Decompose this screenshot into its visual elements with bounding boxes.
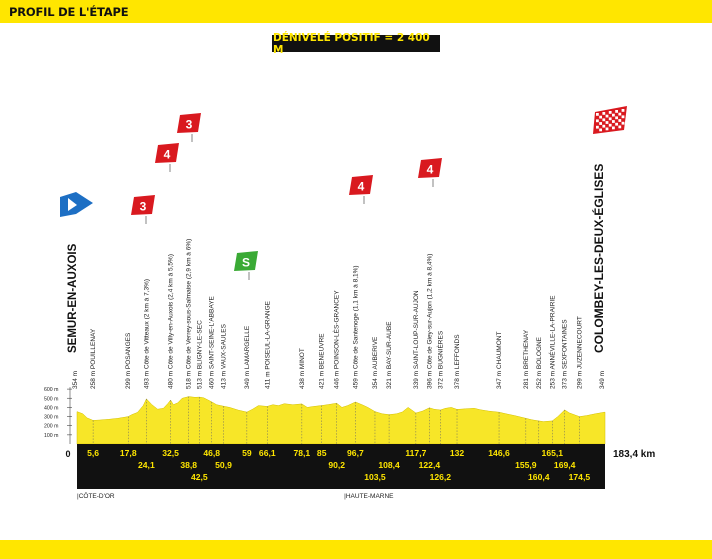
start-flag-icon — [60, 192, 93, 217]
point-label: 354 m AUBERIVE — [371, 336, 379, 389]
point-label: 413 m VAUX-SAULES — [220, 324, 228, 389]
finish-flag-check — [606, 115, 609, 118]
point-label: 518 m Côte de Verrey-sous-Salmaise (2,9 km à 6%) — [185, 238, 193, 389]
point-label: 411 m POISEUL-LA-GRANGE — [264, 300, 272, 389]
footer-band — [0, 540, 712, 559]
y-tick-label: 300 m — [44, 414, 59, 421]
point-label: 480 m Côte de Villy-en-Auxois (2,4 km à 5,5%) — [167, 254, 175, 389]
km-marker-label: 42,5 — [190, 472, 208, 482]
point-label: 378 m LEFFONDS — [454, 334, 462, 389]
finish-km-label: 183,4 km — [613, 449, 656, 460]
finish-flag-check — [622, 109, 625, 112]
km-marker-label: 132 — [449, 448, 465, 458]
point-label: 372 m BUGNIÈRES — [437, 330, 445, 389]
y-tick-label: 400 m — [44, 405, 59, 412]
finish-flag-check — [618, 119, 621, 122]
finish-flag-check — [599, 122, 602, 125]
point-label: 281 m BRETHENAY — [522, 329, 530, 389]
finish-flag-check — [615, 116, 618, 119]
climb-category-label: 3 — [139, 199, 147, 214]
km-marker-label: 38,8 — [180, 460, 198, 470]
km-marker-label: 90,2 — [328, 460, 346, 470]
finish-flag-check — [596, 119, 599, 122]
finish-flag-check — [599, 129, 602, 132]
start-name-label: SEMUR-EN-AUXOIS — [67, 243, 79, 353]
km-marker-label: 46,8 — [203, 448, 221, 458]
climb-category-label: 3 — [185, 117, 193, 132]
finish-flag-check — [622, 122, 625, 125]
km-marker-label: 146,6 — [488, 448, 510, 458]
km-marker-label: 122,4 — [418, 460, 441, 470]
point-label: 459 m Côte de Santenoge (1,1 km à 8,1%) — [352, 265, 360, 389]
km-marker-label: 108,4 — [378, 460, 400, 470]
start-alt-label: 354 m — [72, 370, 79, 389]
finish-flag-check — [612, 114, 615, 117]
finish-flag-check — [612, 120, 615, 123]
finish-name-label: COLOMBEY-LES-DEUX-ÉGLISES — [592, 163, 606, 353]
climb-category-label: 4 — [357, 179, 365, 194]
start-km-label: 0 — [65, 449, 71, 459]
sprint-badge-label: S — [241, 255, 251, 270]
finish-flag-check — [612, 127, 615, 130]
point-label: 252 m BOLOGNE — [535, 336, 543, 389]
y-tick-label: 500 m — [44, 396, 59, 403]
point-label: 253 m ANNÉVILLE-LA-PRAIRIE — [549, 295, 557, 389]
km-marker-label: 96,7 — [347, 448, 364, 458]
km-marker-label: 126,2 — [429, 472, 452, 482]
page-title: PROFIL DE L'ÉTAPE — [9, 5, 129, 19]
km-marker-label: 85 — [316, 448, 327, 458]
y-tick-label: 100 m — [44, 432, 59, 439]
finish-flag-check — [602, 112, 605, 115]
point-label: 460 m SAINT-SEINE-L'ABBAYE — [208, 296, 216, 389]
point-label: 513 m BLIGNY-LE-SEC — [196, 320, 204, 389]
region-label: |CÔTE-D'OR — [77, 493, 115, 500]
km-marker-label: 174,5 — [568, 472, 591, 482]
km-marker-label: 59 — [242, 448, 252, 458]
km-marker-label: 117,7 — [405, 448, 427, 458]
finish-flag-check — [609, 124, 612, 127]
point-label: 347 m CHAUMONT — [496, 331, 504, 389]
finish-flag-check — [606, 128, 609, 131]
km-marker-label: 17,8 — [119, 448, 137, 458]
finish-flag-check — [618, 126, 621, 129]
finish-flag-check — [602, 118, 605, 121]
point-label: 493 m Côte de Vitteaux (2 km à 7,3%) — [143, 278, 151, 389]
finish-flag-check — [615, 110, 618, 113]
km-marker-label: 50,9 — [215, 460, 232, 470]
finish-flag-check — [618, 113, 621, 116]
km-marker-label: 32,5 — [162, 448, 179, 458]
finish-flag-check — [596, 126, 599, 129]
finish-flag-check — [596, 113, 599, 116]
point-label: 421 m BENEUVRE — [318, 333, 326, 389]
point-label: 321 m BAY-SUR-AUBE — [386, 321, 394, 389]
finish-flag-check — [609, 111, 612, 114]
elevation-gain-label: DÉNIVELÉ POSITIF = 2 400 M — [273, 31, 430, 56]
badges-layer — [60, 106, 627, 280]
point-label: 299 m POSANGES — [125, 332, 133, 389]
km-marker-label: 169,4 — [553, 460, 576, 470]
finish-flag-check — [606, 121, 609, 124]
km-marker-label: 103,5 — [364, 472, 386, 482]
finish-flag-check — [615, 123, 618, 126]
km-marker-label: 5,6 — [87, 448, 100, 458]
km-bar-layer — [65, 444, 655, 500]
climb-category-label: 4 — [163, 147, 171, 162]
km-marker-label: 160,4 — [528, 472, 550, 482]
y-tick-label: 200 m — [44, 423, 59, 430]
point-label: 258 m POUILLENAY — [90, 328, 98, 389]
km-marker-label: 78,1 — [293, 448, 311, 458]
finish-flag-check — [599, 116, 602, 119]
finish-flag-check — [609, 117, 612, 120]
point-label: 349 m LAMARGELLE — [243, 325, 251, 389]
finish-flag-check — [602, 125, 605, 128]
point-label: 446 m POINSON-LÈS-GRANCEY — [333, 290, 341, 389]
km-marker-label: 155,9 — [515, 460, 537, 470]
finish-alt-label: 349 m — [599, 370, 606, 389]
km-marker-label: 165,1 — [541, 448, 564, 458]
km-marker-label: 66,1 — [258, 448, 276, 458]
region-label: |HAUTE-MARNE — [344, 493, 394, 500]
point-label: 339 m SAINT-LOUP-SUR-AUJON — [412, 290, 420, 389]
point-label: 299 m JUZENNECOURT — [576, 316, 584, 389]
point-label: 438 m MINOT — [298, 348, 306, 389]
y-tick-label: 600 m — [44, 387, 59, 394]
point-label: 396 m Côte de Giey-sur-Aujon (1,2 km à 8,4%) — [426, 253, 434, 389]
climb-category-label: 4 — [426, 162, 434, 177]
profile-layer — [44, 387, 605, 444]
point-label: 373 m SEXFONTAINES — [561, 319, 569, 389]
finish-flag-check — [622, 115, 625, 118]
km-marker-label: 24,1 — [138, 460, 155, 470]
